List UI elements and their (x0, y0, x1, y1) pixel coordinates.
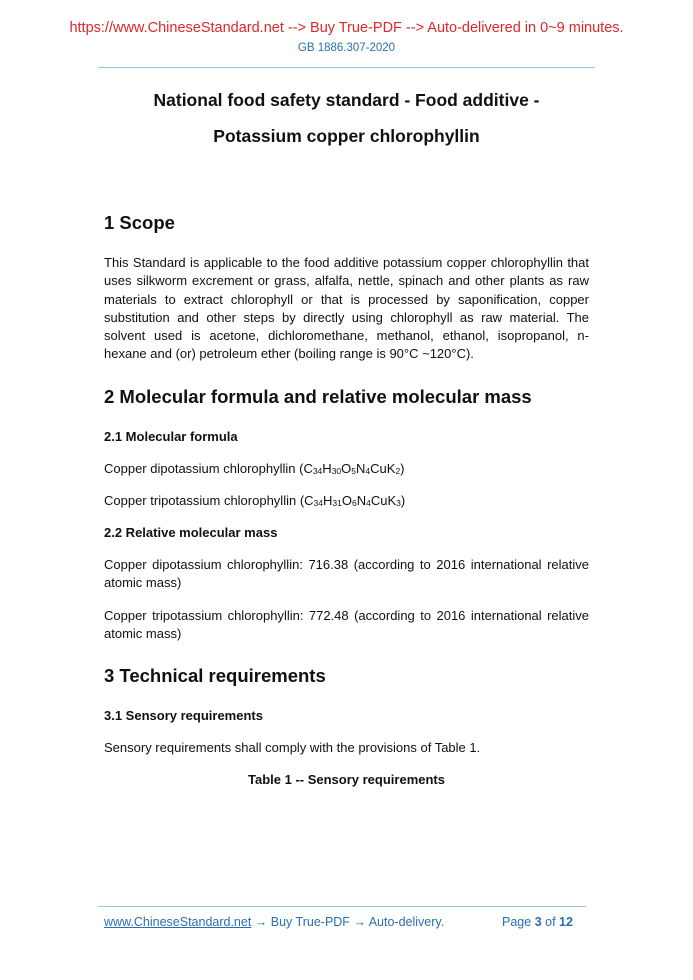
document-title-line1: National food safety standard - Food additive - (153, 90, 540, 110)
formula-element: H (322, 461, 332, 476)
mass-tripotassium: Copper tripotassium chlorophyllin: 772.48 (according to 2016 international relative atomic mass) (104, 608, 589, 642)
formula-subscript: 34 (313, 498, 324, 508)
footer-link[interactable]: www.ChineseStandard.net (104, 915, 252, 929)
subsection-heading-formula: 2.1 Molecular formula (104, 429, 238, 444)
formula-element: H (323, 493, 333, 508)
formula-subscript: 34 (312, 466, 323, 476)
formula-subscript: 5 (351, 466, 357, 476)
formula-close: ) (400, 493, 406, 508)
formula-subscript: 30 (331, 466, 342, 476)
formula-element: CuK (370, 493, 397, 508)
table-caption: Table 1 -- Sensory requirements (248, 772, 445, 787)
section-heading-molecular: 2 Molecular formula and relative molecular mass (104, 386, 532, 407)
formula-subscript: 4 (365, 466, 371, 476)
section-heading-technical: 3 Technical requirements (104, 665, 326, 686)
sensory-paragraph: Sensory requirements shall comply with the provisions of Table 1. (104, 740, 481, 755)
document-title-line2: Potassium copper chlorophyllin (213, 126, 480, 146)
formula-element: N (356, 461, 366, 476)
subsection-heading-mass: 2.2 Relative molecular mass (104, 525, 278, 540)
footer-divider (98, 906, 586, 907)
current-page: 3 (534, 915, 542, 929)
formula-element: O (341, 461, 352, 476)
page-indicator (502, 915, 573, 929)
scope-paragraph: This Standard is applicable to the food additive potassium copper chlorophyllin that uses silkworm excrement or grass, alfalfa, nettle, spinach and other plants as raw materials to extract chlorophyll or that is processed by saponification, copper substitution and other steps by directly using chlorophyll as raw material. The solvent used is acetone, dichloromethane, methanol, ethanol, isopropanol, n-hexane and (or) petroleum ether (boiling range is 90°C ~120°C). (104, 255, 589, 362)
formula-element: CuK (370, 461, 396, 476)
formula-element: O (341, 493, 352, 508)
formula-element: C (304, 493, 314, 508)
compound-name: Copper tripotassium chlorophyllin ( (104, 493, 305, 508)
formula-subscript: 31 (332, 498, 342, 508)
footer-left (104, 915, 444, 929)
compound-name: Copper dipotassium chlorophyllin ( (104, 461, 304, 476)
formula-tripotassium (104, 492, 589, 512)
total-pages: 12 (559, 915, 573, 929)
formula-subscript: 6 (352, 498, 357, 508)
mass-dipotassium: Copper dipotassium chlorophyllin: 716.38 (according to 2016 international relative atomic mass) (104, 557, 589, 591)
formula-dipotassium (104, 460, 589, 480)
promo-banner[interactable]: https://www.ChineseStandard.net --> Buy True-PDF --> Auto-delivered in 0~9 minutes. (69, 20, 624, 36)
formula-subscript: 2 (395, 466, 401, 476)
standard-number: GB 1886.307-2020 (297, 42, 396, 54)
formula-element: C (303, 461, 313, 476)
footer-tagline: → Buy True-PDF → Auto-delivery. (251, 915, 445, 929)
formula-element: N (356, 493, 367, 508)
formula-close: ) (400, 461, 405, 476)
of-label: of (545, 915, 556, 929)
formula-subscript: 3 (396, 498, 401, 508)
page-label: Page (502, 915, 532, 929)
section-heading-scope: 1 Scope (104, 212, 175, 233)
header-divider (98, 67, 595, 68)
subsection-heading-sensory: 3.1 Sensory requirements (104, 708, 263, 723)
formula-subscript: 4 (366, 498, 371, 508)
